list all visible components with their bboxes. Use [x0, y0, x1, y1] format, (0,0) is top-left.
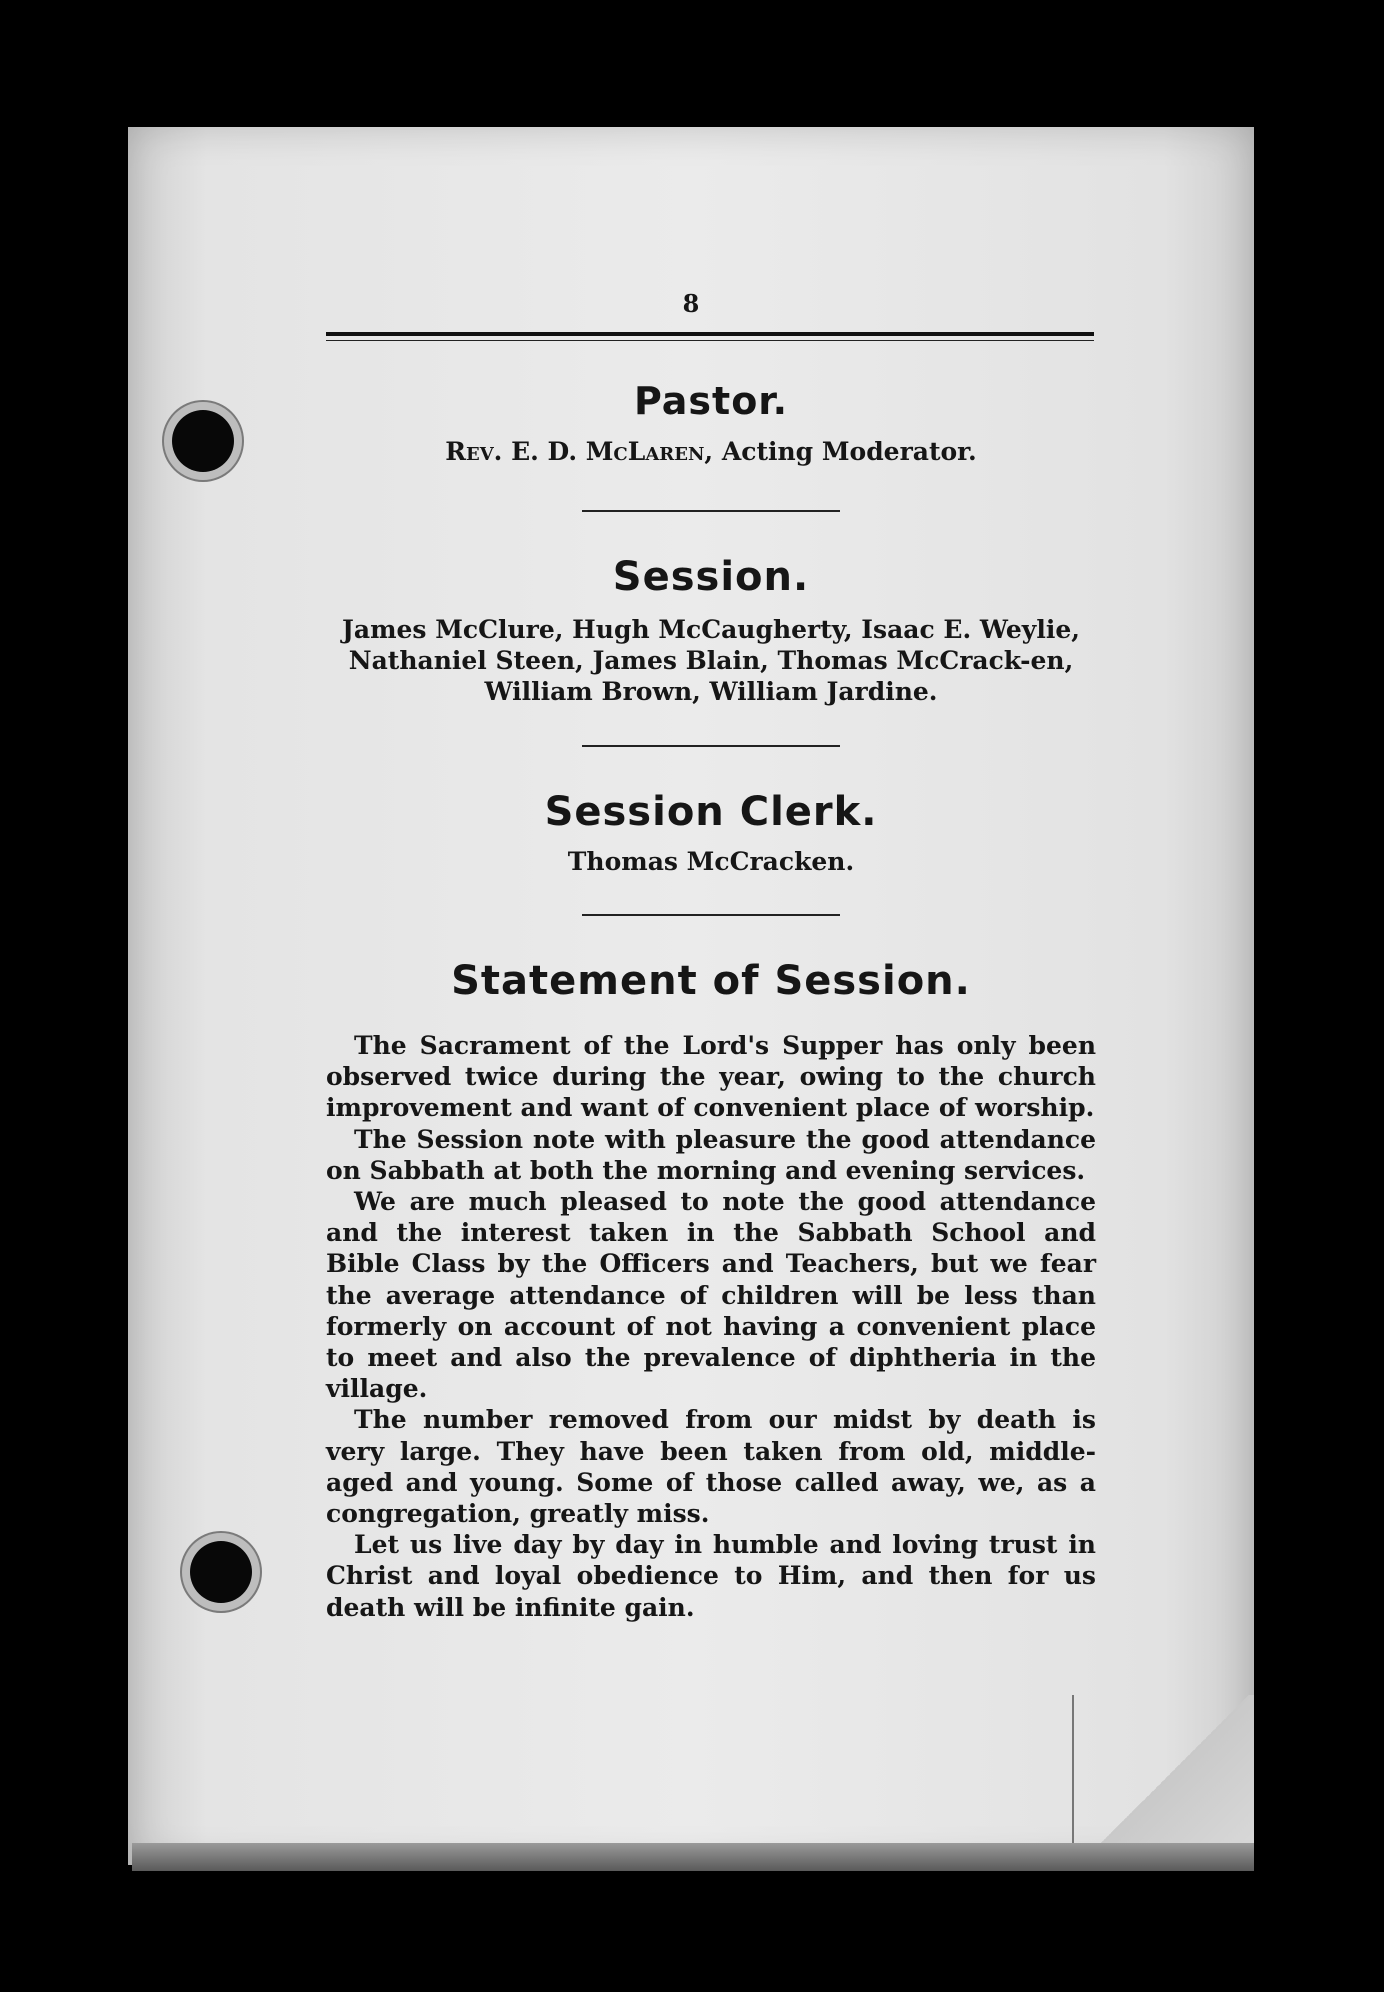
statement-paragraph: The Session note with pleasure the good attendance on Sabbath at both the morning and evening services. [326, 1124, 1096, 1185]
pastor-name-line [326, 437, 1096, 466]
header-rule-thin [326, 340, 1094, 341]
page-stack-edge [132, 1843, 1254, 1871]
session-clerk-heading: Session Clerk. [544, 789, 878, 835]
statement-paragraph: We are much pleased to note the good attendance and the interest taken in the Sabbath School and Bible Class by the Officers and Teachers, but we fear the average attendance of children will be less than formerly on account of not having a convenient place to meet and also the prevalence of diphtheria in the village. [326, 1187, 1096, 1404]
folded-corner [1072, 1695, 1254, 1865]
section-divider [582, 914, 840, 916]
pastor-name: Rev. E. D. McLaren, [445, 437, 714, 466]
session-members: James McClure, Hugh McCaugherty, Isaac E. Weylie, Nathaniel Steen, James Blain, Thomas McCrack-en, William Brown, William Jardine. [342, 615, 1080, 706]
binder-hole-bottom [190, 1541, 252, 1603]
page-number: 8 [682, 289, 700, 318]
statement-heading: Statement of Session. [451, 958, 971, 1004]
document-page [128, 127, 1254, 1865]
session-heading: Session. [612, 554, 810, 600]
pastor-role: Acting Moderator. [713, 437, 977, 466]
session-clerk-name: Thomas McCracken. [567, 847, 855, 876]
page-content [326, 357, 1096, 1623]
section-divider [582, 510, 840, 512]
section-divider [582, 745, 840, 747]
binder-hole-top [172, 410, 234, 472]
header-rule [326, 332, 1094, 336]
statement-paragraph: The Sacrament of the Lord's Supper has only been observed twice during the year, owing to the church improvement and want of convenient place of worship. [326, 1031, 1096, 1123]
statement-body [326, 1030, 1096, 1623]
statement-paragraph: The number removed from our midst by death is very large. They have been taken from old, middle-aged and young. Some of those called away, we, as a congregation, greatly miss. [326, 1405, 1096, 1529]
pastor-heading: Pastor. [633, 379, 789, 423]
statement-paragraph: Let us live day by day in humble and loving trust in Christ and loyal obedience to Him, and then for us death will be infinite gain. [326, 1530, 1096, 1622]
